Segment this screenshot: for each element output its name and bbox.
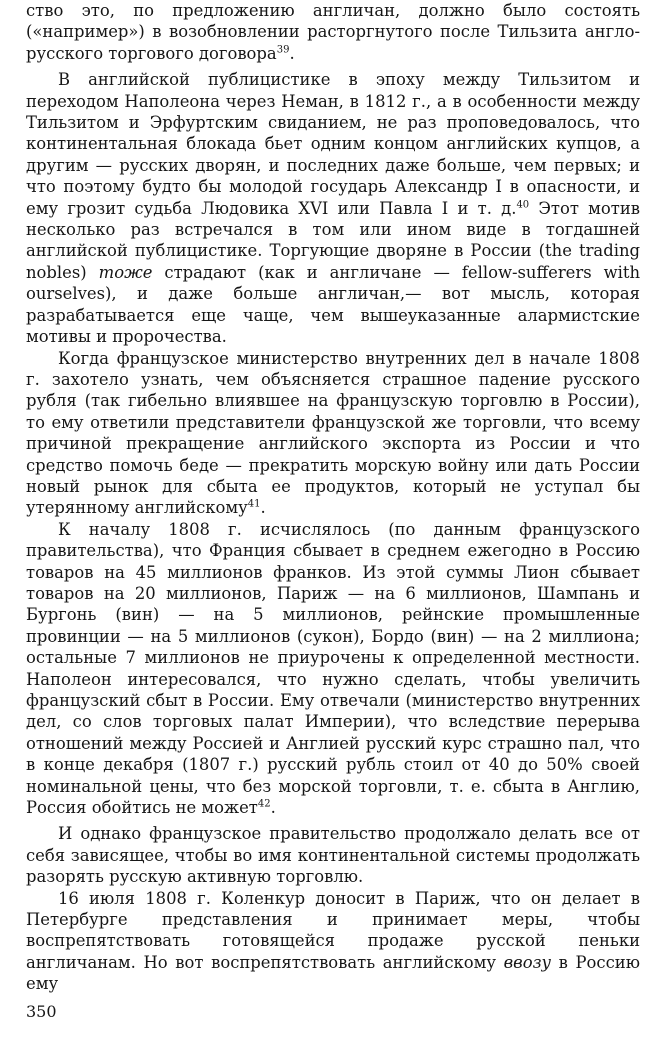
text-run: страдают (как и англичане — fellow-sufferers with ourselves), и даже больше англичан,— вот мысль, которая разрабатывается еще чаще, чем вышеуказанные алармистские мотивы и пророчества. xyxy=(26,262,641,347)
footnote-ref-42: 42 xyxy=(257,798,271,810)
page-number: 350 xyxy=(26,1002,57,1021)
text-run: И однако французское правительство продолжало делать все от себя зависящее, чтобы во имя континентальной системы продолжать разорять русскую активную торговлю. xyxy=(26,824,640,887)
text-run: . xyxy=(260,498,266,518)
text-run: . xyxy=(270,798,276,818)
text-run: Этот мотив несколько раз встречался в том или ином виде в тогдашней английской публицистике. Торгующие дворяне в России (the trading nobles) xyxy=(26,198,640,282)
paragraph-3 xyxy=(26,348,640,519)
text-run: К началу 1808 г. исчислялось (по данным французского правительства), что Франция сбывает в среднем ежегодно в Россию товаров на 45 миллионов франков. Из этой суммы Лион сбывает товаров на 20 миллионов, Париж — на 6 миллионов, Шампань и Бургонь (вин) — на 5 миллионов, рейнские промышленные провинции — на 5 миллионов (сукон), Бордо (вин) — на 2 миллиона; остальные 7 миллионов не приурочены к определенной местности. Наполеон интересовался, что нужно сделать, чтобы увеличить французский сбыт в России. Ему отвечали (министерство внутренних дел, со слов торговых палат Империи), что вследствие перерыва отношений между Россией и Англией русский курс страшно пал, что в конце декабря (1807 г.) русский рубль стоил от 40 до 50% своей номинальной цены, что без морской торговли, т. е. сбыта в Англию, Россия обойтись не может xyxy=(26,519,640,818)
text-run: . xyxy=(289,43,295,63)
text-run: В английской публицистике в эпоху между Тильзитом и переходом Наполеона через Неман, в 1812 г., а в особенности между Тильзитом и Эрфуртским свиданием, не раз проповедовалось, что континентальная блокада бьет одним концом английских купцов, а другим — русских дворян, и последних даже больше, чем первых; и что поэтому будто бы молодой государь Александр I в опасности, и ему грозит судьба Людовика XVI или Павла I и т. д. xyxy=(26,70,640,218)
text-run: Когда французское министерство внутренних дел в начале 1808 г. захотело узнать, чем объясняется страшное падение русского рубля (так гибельно влиявшее на французскую торговлю в России), то ему ответили представители французской же торговли, что всему причиной прекращение английского экспорта из России и что средство помочь беде — прекратить морскую войну или дать России новый рынок для сбыта ее продуктов, который не уступал бы утерянному английскому xyxy=(26,348,640,518)
footnote-ref-39: 39 xyxy=(276,44,290,56)
emphasis-text: тоже xyxy=(98,262,153,282)
emphasis-text: ввозу xyxy=(503,952,552,972)
footnote-ref-40: 40 xyxy=(516,199,530,211)
footnote-ref-41: 41 xyxy=(247,498,261,510)
paragraph-5 xyxy=(26,823,640,887)
text-run: 16 июля 1808 г. Коленкур доносит в Париж, что он делает в Петербурге представления и принимает меры, чтобы воспрепятствовать готовящейся продаже русской пеньки англичанам. Но вот воспрепятствовать английскому xyxy=(26,888,640,972)
paragraph-1 xyxy=(26,0,640,64)
paragraph-6 xyxy=(26,888,640,995)
paragraph-4 xyxy=(26,519,640,819)
paragraph-2 xyxy=(26,69,640,347)
text-run: в Россию ему xyxy=(26,952,640,994)
text-run: ство это, по предложению англичан, должно было состоять («например») в возобновлении расторгнутого после Тильзита англо-русского торгового договора xyxy=(26,1,640,63)
